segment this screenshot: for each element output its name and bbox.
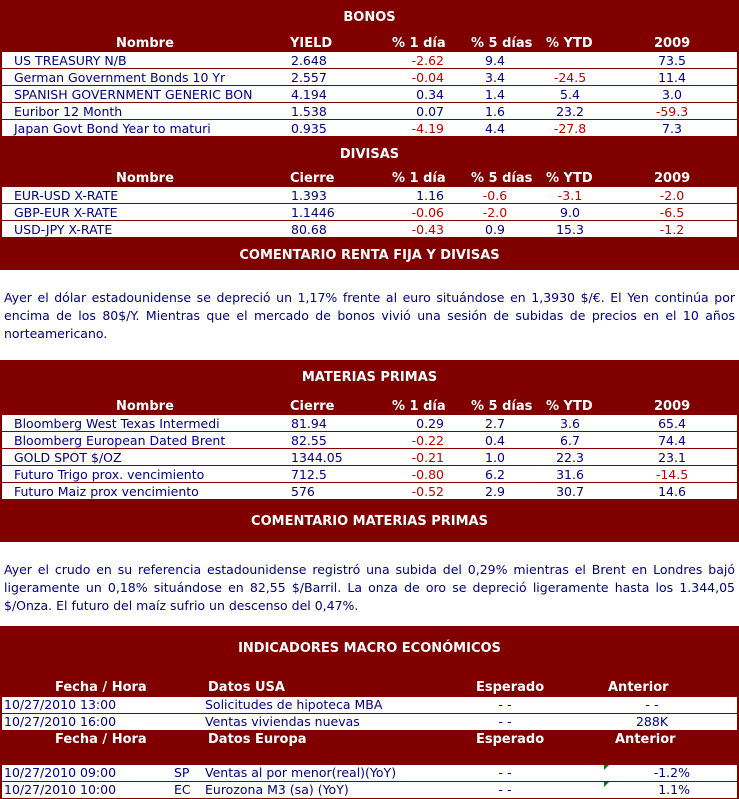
divisas-header-row — [0, 170, 739, 187]
row-2009: 73.5 — [658, 53, 686, 68]
table-row — [2, 765, 737, 781]
table-row — [2, 449, 737, 465]
bonos-title: BONOS — [343, 10, 396, 25]
row-value: 80.68 — [291, 222, 327, 237]
row-ytd: 22.3 — [556, 450, 584, 465]
row-2009: 7.3 — [662, 121, 682, 136]
col-header-yield: YIELD — [290, 36, 333, 51]
row-2009: 14.6 — [658, 484, 686, 499]
col-header-datos-usa: Datos USA — [208, 680, 285, 695]
table-row — [2, 466, 737, 482]
row-1d: -0.52 — [411, 484, 444, 499]
col-header-datos-europa: Datos Europa — [208, 732, 307, 747]
row-ytd: 9.0 — [560, 205, 580, 220]
col-header-cierre: Cierre — [290, 171, 335, 186]
col-header-anterior: Anterior — [615, 732, 676, 747]
col-header-2009: 2009 — [654, 36, 691, 51]
col-header-ytd: % YTD — [546, 36, 593, 51]
row-dato: Solicitudes de hipoteca MBA — [205, 697, 383, 712]
row-5d: 2.7 — [485, 416, 505, 431]
row-name: Futuro Trigo prox. vencimiento — [14, 467, 205, 482]
col-header-1d: % 1 día — [392, 36, 446, 51]
table-row — [2, 103, 737, 119]
row-5d: 9.4 — [485, 53, 505, 68]
row-1d: -2.62 — [411, 53, 444, 68]
row-anterior: -1.2% — [653, 765, 690, 780]
row-ytd: 3.6 — [560, 416, 580, 431]
row-name: SPANISH GOVERNMENT GENERIC BON — [14, 87, 253, 102]
macro-usa-header-row — [0, 679, 739, 696]
row-anterior: 1.1% — [658, 782, 690, 797]
row-5d: -0.6 — [482, 188, 508, 203]
row-1d: -0.22 — [411, 433, 444, 448]
comentario-mp-header — [0, 502, 739, 542]
comentario-mp-body — [0, 542, 739, 626]
comment-indicator-icon — [604, 765, 609, 770]
table-row — [2, 187, 737, 203]
col-header-fecha: Fecha / Hora — [55, 732, 147, 747]
divisas-section — [0, 138, 739, 186]
row-fecha: 10/27/2010 09:00 — [4, 765, 117, 780]
row-value: 2.648 — [291, 53, 327, 68]
row-2009: 74.4 — [658, 433, 686, 448]
row-1d: -4.19 — [411, 121, 444, 136]
table-row — [2, 697, 737, 713]
row-5d: -2.0 — [482, 205, 508, 220]
row-5d: 1.4 — [485, 87, 505, 102]
row-value: 81.94 — [291, 416, 327, 431]
row-5d: 6.2 — [485, 467, 505, 482]
comentario-rf-text: Ayer el dólar estadounidense se depreció un 1,17% frente al euro situándose en 1,3930 $/€. El Yen continúa por encima de los 80$/Y. Mientras que el mercado de bonos vivió una sesión de subidas de precios en el 10 años norteamericano. — [4, 290, 735, 341]
comment-indicator-icon — [604, 782, 609, 787]
row-2009: -1.2 — [659, 222, 685, 237]
bonos-section — [0, 0, 739, 58]
col-header-5d: % 5 días — [471, 171, 533, 186]
col-header-nombre: Nombre — [116, 399, 174, 414]
row-ytd: 31.6 — [556, 467, 584, 482]
row-2009: 65.4 — [658, 416, 686, 431]
table-row — [2, 432, 737, 448]
col-header-2009: 2009 — [654, 171, 691, 186]
comentario-rf-body — [0, 270, 739, 360]
row-2009: 23.1 — [658, 450, 686, 465]
row-ytd: 15.3 — [556, 222, 584, 237]
row-pais: EC — [174, 782, 191, 797]
table-row — [2, 415, 737, 431]
row-value: 0.935 — [291, 121, 327, 136]
row-ytd: -3.1 — [557, 188, 583, 203]
row-fecha: 10/27/2010 10:00 — [4, 782, 117, 797]
macro-section-header — [0, 626, 739, 677]
col-header-ytd: % YTD — [546, 171, 593, 186]
row-1d: -0.06 — [411, 205, 444, 220]
row-name: US TREASURY N/B — [14, 53, 127, 68]
col-header-nombre: Nombre — [116, 171, 174, 186]
comentario-rf-header — [0, 241, 739, 270]
table-row — [2, 52, 737, 68]
row-name: Bloomberg European Dated Brent — [14, 433, 226, 448]
col-header-cierre: Cierre — [290, 399, 335, 414]
row-value: 1.1446 — [291, 205, 335, 220]
row-1d: 1.16 — [416, 188, 444, 203]
col-header-anterior: Anterior — [608, 680, 669, 695]
row-1d: 0.07 — [416, 104, 444, 119]
row-value: 1344.05 — [291, 450, 343, 465]
comentario-mp-title: COMENTARIO MATERIAS PRIMAS — [251, 514, 488, 529]
row-2009: 11.4 — [658, 70, 686, 85]
row-ytd: 23.2 — [556, 104, 584, 119]
row-name: Futuro Maiz prox vencimiento — [14, 484, 199, 499]
row-1d: -0.43 — [411, 222, 444, 237]
row-pais: SP — [174, 765, 190, 780]
row-name: EUR-USD X-RATE — [14, 188, 119, 203]
materias-section — [0, 360, 739, 414]
row-2009: -2.0 — [659, 188, 685, 203]
row-name: Euribor 12 Month — [14, 104, 123, 119]
col-header-esperado: Esperado — [476, 680, 545, 695]
col-header-1d: % 1 día — [392, 171, 446, 186]
row-5d: 3.4 — [485, 70, 505, 85]
row-1d: -0.04 — [411, 70, 444, 85]
row-name: Bloomberg West Texas Intermedi — [14, 416, 220, 431]
col-header-fecha: Fecha / Hora — [55, 680, 147, 695]
row-esperado: - - — [498, 697, 512, 712]
row-value: 1.393 — [291, 188, 327, 203]
materias-title: MATERIAS PRIMAS — [301, 370, 438, 385]
table-row — [2, 714, 737, 730]
row-value: 82.55 — [291, 433, 327, 448]
row-name: USD-JPY X-RATE — [14, 222, 113, 237]
table-row — [2, 86, 737, 102]
row-2009: -14.5 — [655, 467, 689, 482]
row-1d: -0.80 — [411, 467, 444, 482]
row-anterior: 288K — [635, 714, 669, 729]
row-1d: -0.21 — [411, 450, 444, 465]
table-row — [2, 204, 737, 220]
row-5d: 1.6 — [485, 104, 505, 119]
row-esperado: - - — [498, 782, 512, 797]
col-header-5d: % 5 días — [471, 36, 533, 51]
row-esperado: - - — [498, 714, 512, 729]
row-2009: 3.0 — [662, 87, 682, 102]
row-ytd: -27.8 — [553, 121, 587, 136]
row-fecha: 10/27/2010 13:00 — [4, 697, 117, 712]
table-row — [2, 120, 737, 136]
row-value: 576 — [291, 484, 315, 499]
row-ytd: 5.4 — [560, 87, 580, 102]
row-5d: 1.0 — [485, 450, 505, 465]
table-row — [2, 221, 737, 237]
row-dato: Ventas viviendas nuevas — [205, 714, 360, 729]
col-header-ytd: % YTD — [546, 399, 593, 414]
col-header-2009: 2009 — [654, 399, 691, 414]
row-dato: Eurozona M3 (sa) (YoY) — [205, 782, 349, 797]
row-anterior: - - — [645, 697, 659, 712]
table-row — [2, 69, 737, 85]
table-row — [2, 483, 737, 499]
row-5d: 0.4 — [485, 433, 505, 448]
row-value: 4.194 — [291, 87, 327, 102]
table-row — [2, 782, 737, 798]
row-ytd: 30.7 — [556, 484, 584, 499]
row-name: GOLD SPOT $/OZ — [14, 450, 122, 465]
divisas-title: DIVISAS — [339, 147, 400, 162]
col-header-5d: % 5 días — [471, 399, 533, 414]
bonos-header-row — [0, 35, 739, 52]
row-dato: Ventas al por menor(real)(YoY) — [205, 765, 397, 780]
row-ytd: 6.7 — [560, 433, 580, 448]
comentario-mp-text: Ayer el crudo en su referencia estadounidense registró una subida del 0,29% mientras el Brent en Londres bajó ligeramente un 0,18% situándose en 82,55 $/Barril. La onza de oro se depreció ligeramente hasta los 1.344,05 $/Onza. El futuro del maíz sufrio un descenso del 0,47%. — [4, 562, 735, 613]
row-fecha: 10/27/2010 16:00 — [4, 714, 117, 729]
row-value: 2.557 — [291, 70, 327, 85]
row-5d: 0.9 — [485, 222, 505, 237]
col-header-nombre: Nombre — [116, 36, 174, 51]
macro-title: INDICADORES MACRO ECONÓMICOS — [238, 641, 501, 656]
row-1d: 0.29 — [416, 416, 444, 431]
row-value: 1.538 — [291, 104, 327, 119]
col-header-esperado: Esperado — [476, 732, 545, 747]
row-name: German Government Bonds 10 Yr — [14, 70, 226, 85]
row-name: GBP-EUR X-RATE — [14, 205, 118, 220]
comentario-rf-title: COMENTARIO RENTA FIJA Y DIVISAS — [239, 248, 500, 263]
row-value: 712.5 — [291, 467, 327, 482]
macro-eu-header-row — [0, 731, 739, 748]
materias-header-row — [0, 398, 739, 415]
row-name: Japan Govt Bond Year to maturi — [14, 121, 211, 136]
row-5d: 4.4 — [485, 121, 505, 136]
col-header-1d: % 1 día — [392, 399, 446, 414]
row-esperado: - - — [498, 765, 512, 780]
row-5d: 2.9 — [485, 484, 505, 499]
row-2009: -59.3 — [655, 104, 689, 119]
row-1d: 0.34 — [416, 87, 444, 102]
row-ytd: -24.5 — [553, 70, 587, 85]
row-2009: -6.5 — [659, 205, 685, 220]
